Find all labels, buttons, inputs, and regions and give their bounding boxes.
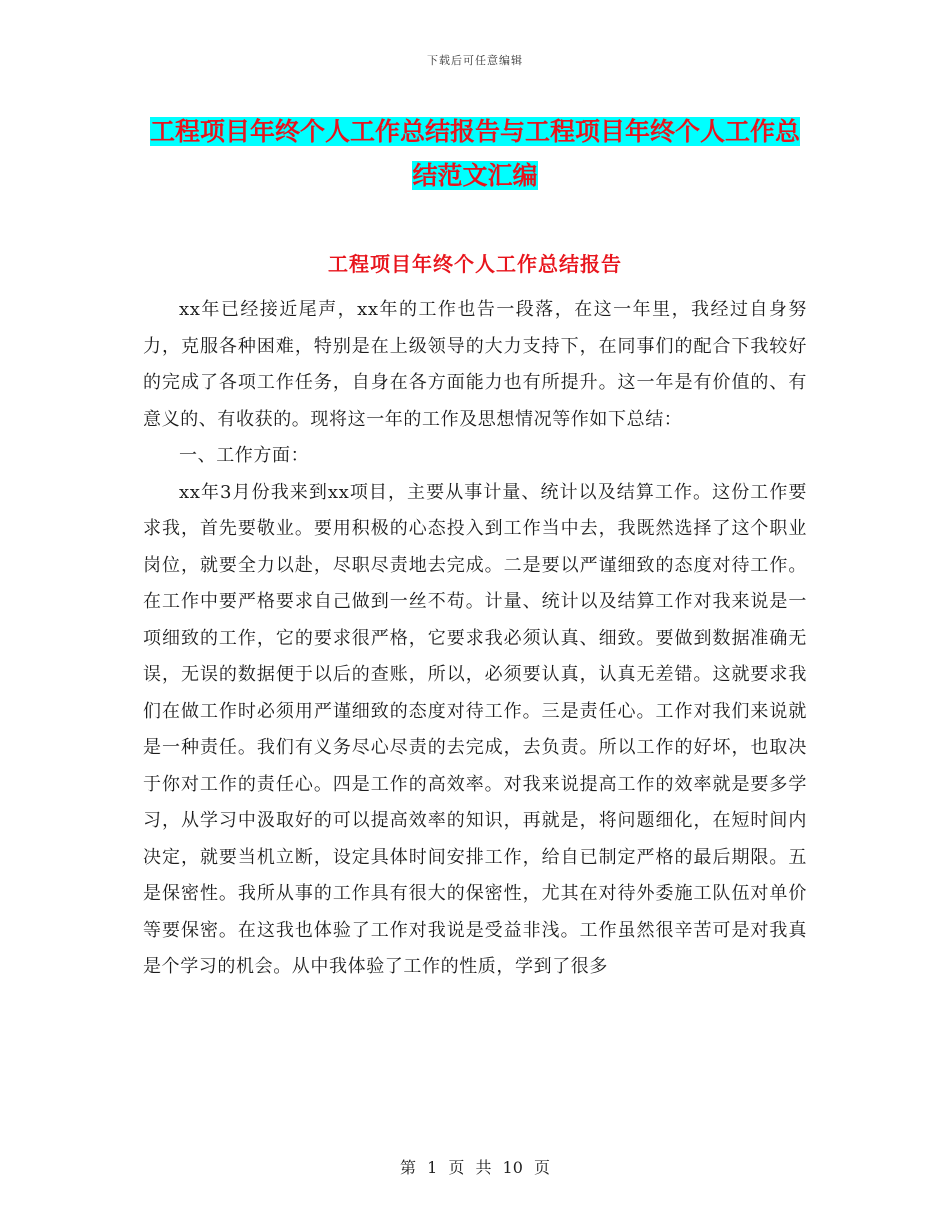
body-text: [143, 292, 807, 986]
paragraph-work-details: xx年3月份我来到xx项目，主要从事计量、统计以及结算工作。这份工作要求我，首先要敬业。要用积极的心态投入到工作当中去，我既然选择了这个职业岗位，就要全力以赴，尽职尽责地去完成。二是要以严谨细致的态度对待工作。在工作中要严格要求自己做到一丝不苟。计量、统计以及结算工作对我来说是一项细致的工作，它的要求很严格，它要求我必须认真、细致。要做到数据准确无误，无误的数据便于以后的查账，所以，必须要认真，认真无差错。这就要求我们在做工作时必须用严谨细致的态度对待工作。三是责任心。工作对我们来说就是一种责任。我们有义务尽心尽责的去完成，去负责。所以工作的好坏，也取决于你对工作的责任心。四是工作的高效率。对我来说提高工作的效率就是要多学习，从学习中汲取好的可以提高效率的知识，再就是，将问题细化，在短时间内决定，就要当机立断，设定具体时间安排工作，给自已制定严格的最后期限。五是保密性。我所从事的工作具有很大的保密性，尤其在对待外委施工队伍对单价等要保密。在这我也体验了工作对我说是受益非浅。工作虽然很辛苦可是对我真是个学习的机会。从中我体验了工作的性质，学到了很多: [143, 481, 807, 977]
document-title-text: 工程项目年终个人工作总结报告与工程项目年终个人工作总结范文汇编: [150, 117, 801, 190]
paragraph-heading-work: 一、工作方面：: [179, 445, 310, 466]
section-title: 工程项目年终个人工作总结报告: [328, 252, 622, 276]
header-note: 下载后可任意编辑: [427, 54, 523, 67]
document-title: [150, 110, 800, 198]
paragraph-intro: xx年已经接近尾声，xx年的工作也告一段落，在这一年里，我经过自身努力，克服各种困难，特别是在上级领导的大力支持下，在同事们的配合下我较好的完成了各项工作任务，自身在各方面能力也有所提升。这一年是有价值的、有意义的、有收获的。现将这一年的工作及思想情况等作如下总结：: [143, 299, 807, 430]
page-footer: 第 1 页 共 10 页: [400, 1158, 550, 1177]
